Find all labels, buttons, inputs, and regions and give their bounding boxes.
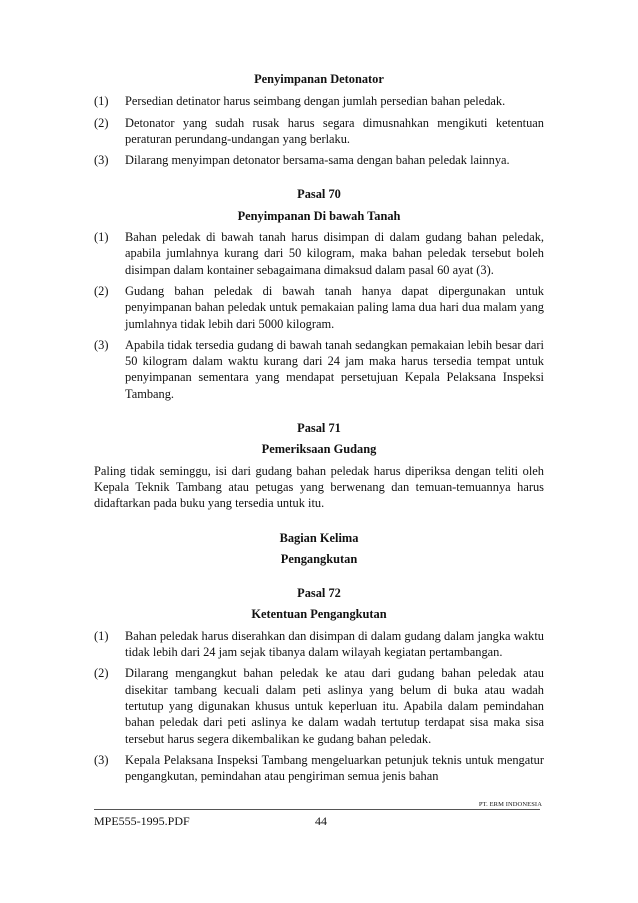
list-item: (2) Gudang bahan peledak di bawah tanah hanya dapat dipergunakan untuk penyimpanan bahan peledak untuk pemakaian paling lama dua hari dua malam yang jumlahnya tidak lebih dari 5000 kilogram.: [94, 283, 544, 331]
list-item: (3) Dilarang menyimpan detonator bersama-sama dengan bahan peledak lainnya.: [94, 153, 510, 168]
list-item: (3) Kepala Pelaksana Inspeksi Tambang mengeluarkan petunjuk teknis untuk mengatur pengangkutan, pemindahan atau pengiriman semua jenis bahan: [94, 752, 544, 784]
footer-divider: [94, 809, 540, 810]
paragraph: Paling tidak seminggu, isi dari gudang bahan peledak harus diperiksa dengan teliti oleh Kepala Teknik Tambang atau petugas yang berwenang dan temuan-temuannya harus didaftarkan pada buku yang tersedia untuk itu.: [94, 463, 544, 511]
list-item: (2) Detonator yang sudah rusak harus segara dimusnahkan mengikuti ketentuan peraturan perundang-undangan yang berlaku.: [94, 115, 544, 146]
pasal-number: Pasal 70: [297, 187, 341, 202]
page-number: 44: [315, 814, 327, 828]
list-item: (1) Bahan peledak harus diserahkan dan disimpan di dalam gudang dalam jangka waktu tidak lebih dari 24 jam sejak tibanya dalam wilayah kegiatan pertambangan.: [94, 628, 544, 660]
pasal-title: Pemeriksaan Gudang: [261, 442, 377, 457]
footer-company: PT. ERM INDONESIA: [478, 801, 542, 808]
section-title-detonator: Penyimpanan Detonator: [254, 72, 384, 86]
document-body: [94, 71, 544, 784]
list-item: (1) Bahan peledak di bawah tanah harus disimpan di dalam gudang bahan peledak, apabila jumlahnya kurang dari 50 kilogram, maka bahan peledak tersebut boleh disimpan dalam kontainer sebagaimana dimaksud dalam pasal 60 ayat (3).: [94, 230, 544, 277]
footer-filename: MPE555-1995.PDF: [94, 814, 190, 828]
list-item: (1) Persedian detinator harus seimbang dengan jumlah persedian bahan peledak.: [94, 94, 506, 109]
list-item: (3) Apabila tidak tersedia gudang di bawah tanah sedangkan pemakaian lebih besar dari 50 kilogram dalam waktu kurang dari 24 jam maka harus tersedia tempat untuk penyimpanan sementara yang mendapat persetujuan Kepala Pelaksana Inspeksi Tambang.: [94, 337, 544, 401]
pasal-number: Pasal 71: [297, 421, 341, 436]
list-item: (2) Dilarang mengangkut bahan peledak ke atau dari gudang bahan peledak atau disekitar tambang kecuali dalam peti aslinya yang belum di buka atau wadah tertutup yang digunakan khusus untuk keperluan itu. Apabila dalam pemindahan bahan peledak dari peti aslinya ke dalam wadah tertutup terdapat sisa maka sisa tersebut harus segera dikembalikan ke gudang bahan peledak.: [94, 666, 544, 746]
bagian-title: Pengangkutan: [280, 551, 358, 566]
bagian-number: Bagian Kelima: [279, 530, 359, 545]
pasal-title: Penyimpanan Di bawah Tanah: [237, 208, 401, 223]
pasal-number: Pasal 72: [297, 586, 341, 601]
pasal-title: Ketentuan Pengangkutan: [251, 607, 387, 622]
